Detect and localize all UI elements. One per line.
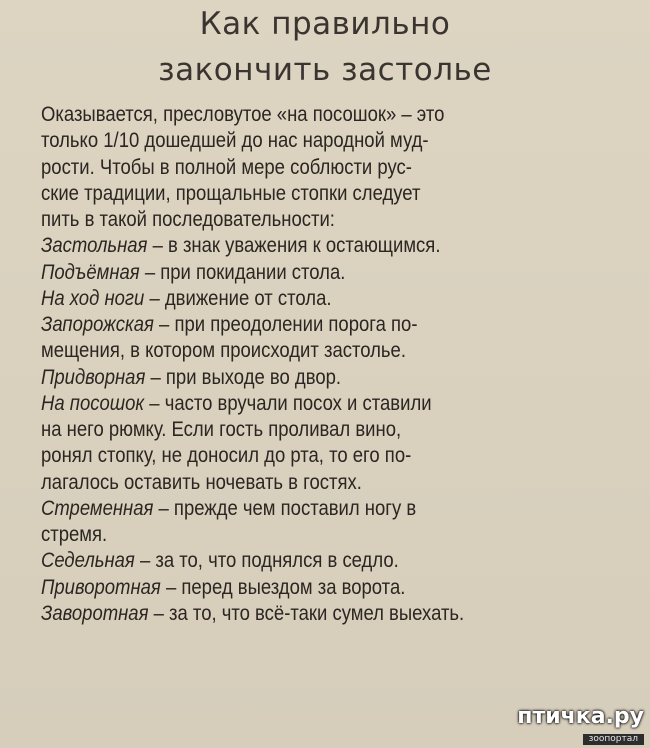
toast-item-line <box>41 259 345 285</box>
toast-name: Седельная <box>41 548 135 573</box>
toast-item-line <box>41 390 432 416</box>
toast-name: Запорожская <box>41 312 154 336</box>
intro-line: ские традиции, прощальные стопки следует <box>41 180 421 205</box>
intro-line: Оказывается, пресловутое «на посошок» – это <box>41 102 445 126</box>
toast-name: Придворная <box>41 364 146 389</box>
toast-description: – при выходе во двор. <box>145 364 342 389</box>
toast-item-line <box>41 311 418 337</box>
toast-item-line <box>41 469 362 495</box>
toast-name: Заворотная <box>41 600 149 625</box>
toast-item-line <box>41 337 406 363</box>
intro-line: пить в такой последовательности: <box>41 207 335 231</box>
article-title-line-2: закончить застолье <box>158 52 492 88</box>
toast-description: – часто вручали посох и ставили <box>144 390 432 415</box>
toast-description: – при покидании стола. <box>139 259 346 284</box>
toast-item-line <box>41 495 416 521</box>
toast-description: – движение от стола. <box>144 285 332 310</box>
toast-description: лагалось оставить ночевать в гостях. <box>41 469 362 494</box>
intro-line: рости. Чтобы в полной мере соблюсти рус- <box>41 154 412 179</box>
toast-item-line <box>41 442 411 468</box>
article-title-line-1: Как правильно <box>199 6 451 42</box>
watermark-subtitle: зоопортал <box>583 734 644 745</box>
toast-item-line <box>41 547 399 573</box>
intro-line: только 1/10 дошедшей до нас народной муд- <box>41 128 429 153</box>
toast-name: На посошок <box>41 390 145 415</box>
toast-name: Подъёмная <box>41 259 140 284</box>
toast-description: – прежде чем поставил ногу в <box>153 495 417 520</box>
toast-description: ронял стопку, не доносил до рта, то его по- <box>41 443 412 468</box>
toast-item-line <box>41 232 440 258</box>
toast-description: мещения, в котором происходит застолье. <box>41 338 406 363</box>
toast-item-line <box>41 574 405 600</box>
toast-item-line <box>41 416 401 442</box>
toast-name: Застольная <box>41 233 148 258</box>
watermark-brand: птичка.ру <box>517 704 644 729</box>
toast-description: стремя. <box>41 522 108 546</box>
watermark-logo <box>514 706 644 742</box>
toast-description: – в знак уважения к остающимся. <box>147 233 441 258</box>
toast-description: – за то, что поднялся в седло. <box>134 548 399 573</box>
toast-description: на него рюмку. Если гость проливал вино, <box>41 417 402 441</box>
toast-name: Стременная <box>41 495 154 520</box>
toast-name: На ход ноги <box>41 285 145 310</box>
toast-description: – при преодолении порога по- <box>153 312 418 336</box>
toast-description: – за то, что всё-таки сумел выехать. <box>148 600 465 625</box>
toast-item-line <box>41 521 107 547</box>
toast-item-line <box>41 364 341 390</box>
toast-item-line <box>41 285 332 311</box>
toast-description: – перед выездом за ворота. <box>160 574 406 599</box>
toast-item-line <box>41 600 464 626</box>
toast-name: Приворотная <box>41 574 161 599</box>
